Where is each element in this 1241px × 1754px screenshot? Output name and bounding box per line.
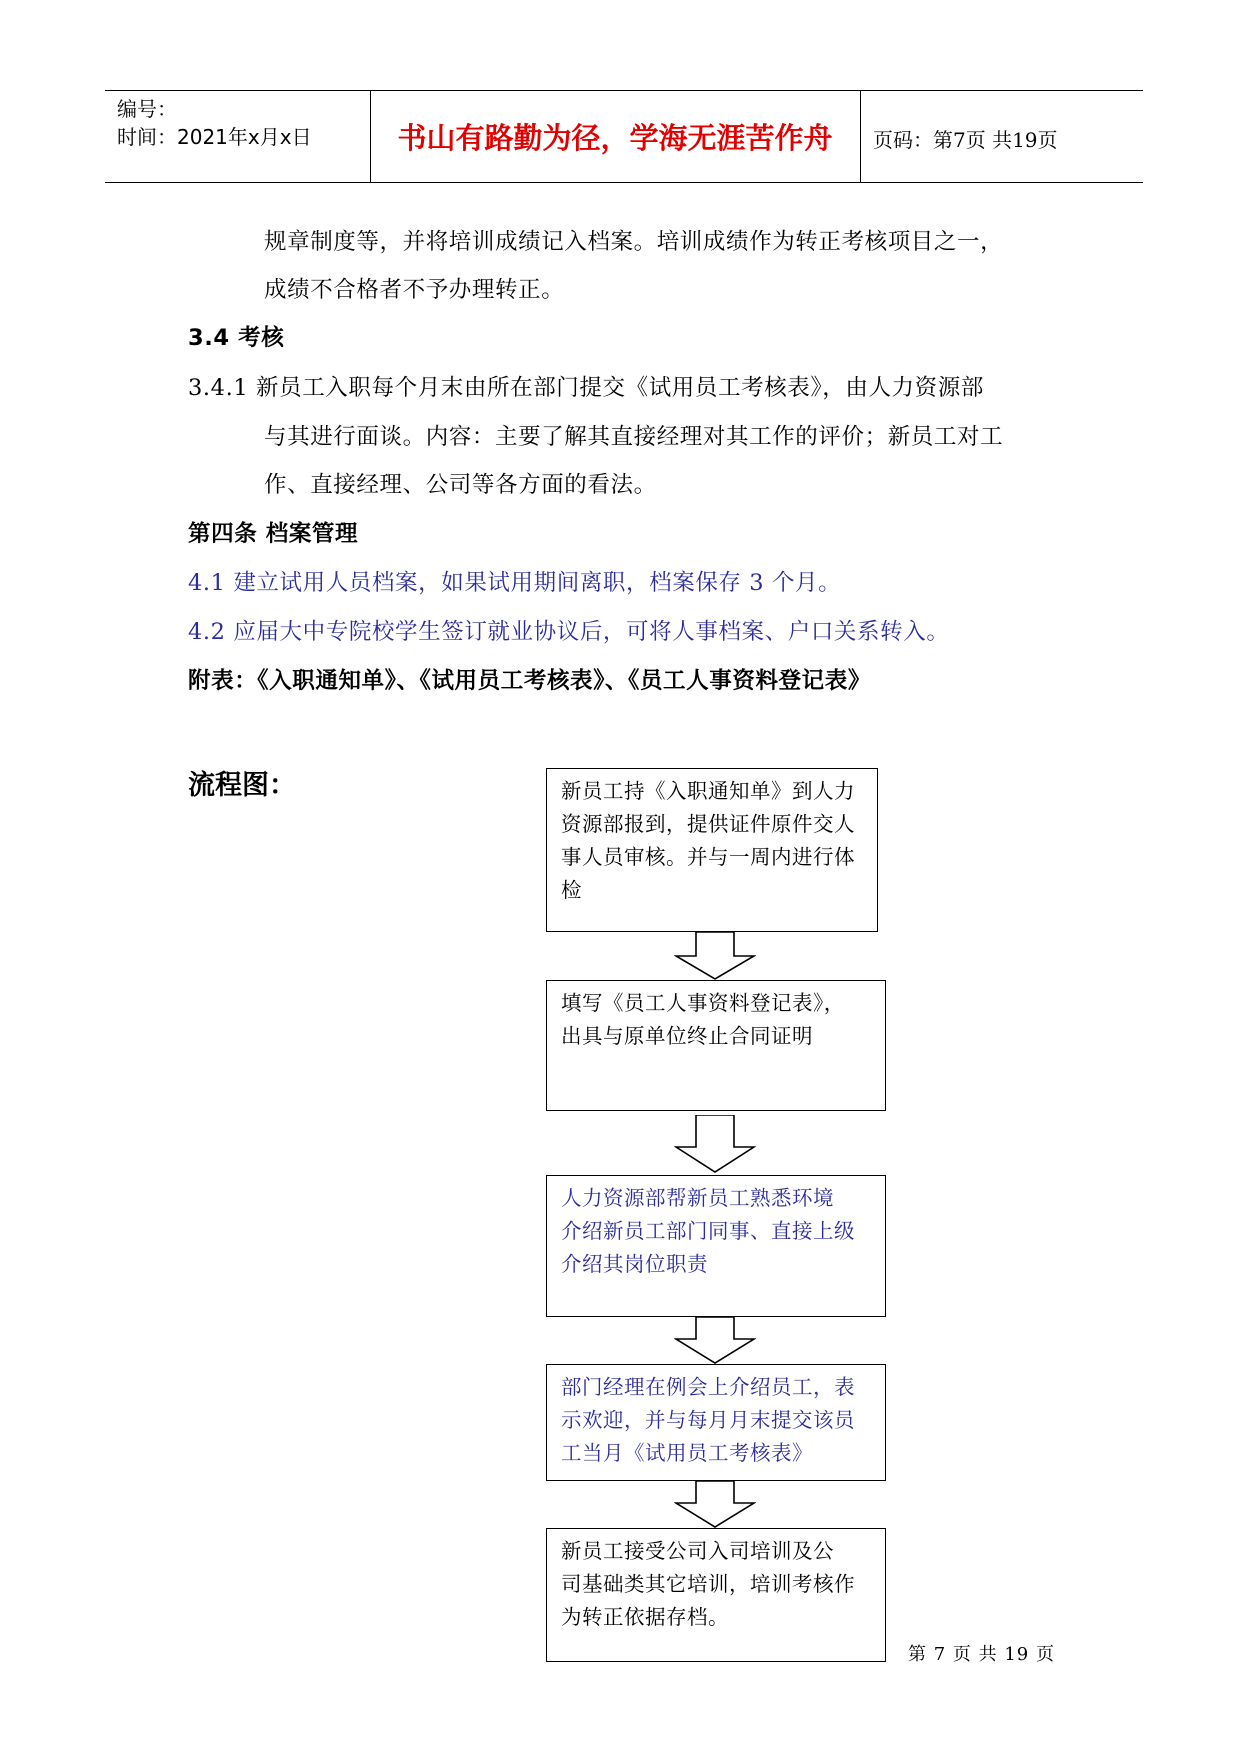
footer-page-number: 第 7 页 共 19 页 — [908, 1644, 1055, 1665]
flow-arrow-3-icon — [674, 1317, 756, 1364]
appendix-line: 附表：《入职通知单》、《试用员工考核表》、《员工人事资料登记表》 — [188, 668, 871, 694]
flow-step-4-line-3: 工当月《试用员工考核表》 — [561, 1441, 813, 1465]
header-top-rule — [105, 90, 1143, 91]
flow-step-4-line-1: 部门经理在例会上介绍员工，表 — [561, 1375, 855, 1399]
item-3-4-1-line-3: 作、直接经理、公司等各方面的看法。 — [264, 472, 657, 498]
flow-arrow-2-icon — [674, 1115, 756, 1173]
flow-step-2 — [546, 980, 886, 1111]
flow-step-5-line-3: 为转正依据存档。 — [561, 1605, 729, 1629]
item-3-4-1-line-2: 与其进行面谈。内容：主要了解其直接经理对其工作的评价；新员工对工 — [264, 424, 1004, 450]
flow-step-3-line-1: 人力资源部帮新员工熟悉环境 — [561, 1186, 834, 1210]
flow-step-5-line-2: 司基础类其它培训，培训考核作 — [561, 1572, 855, 1596]
flow-step-1-line-1: 新员工持《入职通知单》到人力 — [561, 779, 855, 803]
header-motto: 书山有路勤为径，学海无涯苦作舟 — [397, 121, 833, 155]
flow-arrow-4-icon — [674, 1481, 756, 1528]
header-page-number: 页码：第7页 共19页 — [873, 128, 1058, 152]
flow-step-2-line-1: 填写《员工人事资料登记表》， — [561, 991, 845, 1015]
header-divider-right — [860, 90, 861, 182]
flow-step-1-line-4: 检 — [561, 878, 582, 902]
heading-3-4: 3.4 考核 — [188, 325, 285, 351]
flow-step-4-line-2: 示欢迎，并与每月月末提交该员 — [561, 1408, 855, 1432]
header-number: 编号： — [117, 97, 177, 121]
flow-step-1 — [546, 768, 878, 932]
flow-step-3 — [546, 1175, 886, 1317]
flow-step-2-line-2: 出具与原单位终止合同证明 — [561, 1024, 813, 1048]
flow-step-5 — [546, 1528, 886, 1662]
body-line-2: 成绩不合格者不予办理转正。 — [264, 277, 565, 303]
item-4-2: 4.2 应届大中专院校学生签订就业协议后，可将人事档案、户口关系转入。 — [188, 619, 950, 645]
header-bottom-rule — [105, 182, 1143, 183]
flow-step-3-line-2: 介绍新员工部门同事、直接上级 — [561, 1219, 855, 1243]
flow-step-1-line-3: 事人员审核。并与一周内进行体 — [561, 845, 855, 869]
header-time: 时间：2021年x月x日 — [117, 125, 312, 149]
flow-step-5-line-1: 新员工接受公司入司培训及公 — [561, 1539, 834, 1563]
article-4-heading: 第四条 档案管理 — [188, 521, 359, 547]
body-line-1: 规章制度等，并将培训成绩记入档案。培训成绩作为转正考核项目之一， — [264, 229, 1004, 255]
flow-step-1-line-2: 资源部报到，提供证件原件交人 — [561, 812, 855, 836]
item-4-1: 4.1 建立试用人员档案，如果试用期间离职，档案保存 3 个月。 — [188, 570, 842, 596]
flow-step-3-line-3: 介绍其岗位职责 — [561, 1252, 708, 1276]
flow-arrow-1-icon — [674, 932, 756, 980]
item-3-4-1-line-1: 3.4.1 新员工入职每个月末由所在部门提交《试用员工考核表》，由人力资源部 — [188, 375, 984, 401]
flow-step-4 — [546, 1364, 886, 1481]
flowchart-title: 流程图： — [188, 770, 296, 801]
